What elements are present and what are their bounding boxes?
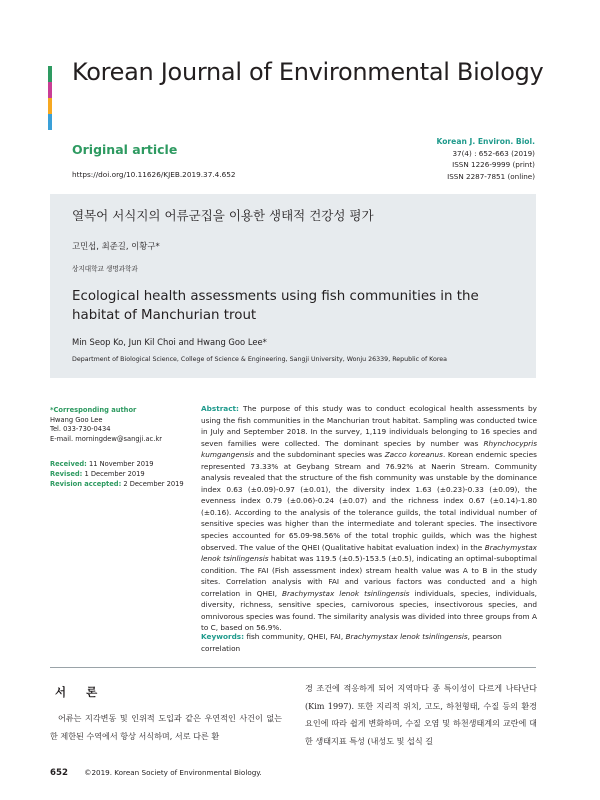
journal-color-bar <box>48 66 52 130</box>
keywords-text-1: fish community, QHEI, FAI, <box>246 632 344 641</box>
abstract-text-5: individuals, species, individuals, diversity, richness, sensitive species, carnivorous species, insectivorous species, and omnivorous species was found. The similarity analysis was divided into three groups from A to C, based on 56.9%. <box>201 588 537 633</box>
page-number: 652 <box>50 768 68 778</box>
citation-block <box>436 136 535 182</box>
body-column-left: 어류는 지각변동 및 인위적 도입과 같은 우연적인 사건이 없는 한 제한된 수역에서 항상 서식하며, 서로 다른 환 <box>50 713 282 741</box>
korean-title: 열목어 서식지의 어류군집을 이용한 생태적 건강성 평가 <box>72 208 374 223</box>
revised-line <box>50 470 190 480</box>
article-type: Original article <box>72 142 178 157</box>
received-line <box>50 460 190 470</box>
keywords-text-2: , pearson correlation <box>201 632 502 653</box>
keywords-species: Brachymystax lenok tsinlingensis <box>345 632 468 641</box>
citation-volume: 37(4) : 652-663 (2019) <box>452 148 535 158</box>
abstract <box>201 403 537 634</box>
keywords <box>201 631 537 654</box>
subdominant-species: Zacco koreanus <box>384 450 443 460</box>
english-authors: Min Seop Ko, Jun Kil Choi and Hwang Goo Lee* <box>72 337 267 347</box>
accepted-date: 2 December 2019 <box>123 479 184 488</box>
received-date: 11 November 2019 <box>88 460 154 469</box>
section-divider <box>50 667 536 668</box>
section-heading: 서 론 <box>55 685 106 699</box>
dominant-species: Rhynchocypris kumgangensis <box>201 438 537 460</box>
received-label: Received: <box>50 460 87 469</box>
abstract-text-2: and the subdominant species was <box>256 450 383 460</box>
abstract-text-3: . Korean endemic species represented 73.33% at Geybang Stream and 76.92% at Naerin Stream. Community analysis revealed that the structure of the fish community was unstable by the dominance index 0.63 (±0.09)-0.97 (±0.01), the diversity index 1.63 (±0.23)-0.33 (±0.09), the evenness index 0.79 (±0.06)-0.24 (±0.07) and the richness index 0.67 (±0.14)-1.80 (±0.16). According to the analysis of the tolerance guilds, the total individual number of sensitive species was higher than the intermediate and tolerant species. The insectivore species accounted for 65.09-98.56% of the total trophic guilds, which was the highest observed. The value of the QHEI (Qualitative habitat evaluation index) in the <box>201 450 537 552</box>
copyright: ©2019. Korean Society of Environmental Biology. <box>84 768 262 777</box>
doi-link[interactable]: https://doi.org/10.11626/KJEB.2019.37.4.652 <box>72 170 236 179</box>
corresponding-email[interactable]: E-mail. morningdew@sangji.ac.kr <box>50 434 162 443</box>
corresponding-name: Hwang Goo Lee <box>50 415 103 424</box>
species-name-a: Brachymystax lenok tsinlingensis <box>201 542 537 564</box>
abstract-text-4: habitat was 119.5 (±0.5)-153.5 (±0.5), indicating an optimal-suboptimal condition. The FAI (Fish assessment index) stream health value was A to B in the study sites. Correlation analysis with FAI and various factors was conducted and a high correlation in QHEI, <box>201 554 537 598</box>
journal-title: Korean Journal of Environmental Biology <box>72 58 544 86</box>
color-bar-magenta <box>48 82 52 98</box>
corresponding-label: *Corresponding author <box>50 406 137 414</box>
page-footer <box>50 768 262 778</box>
korean-authors: 고민섭, 최준길, 이황구* <box>72 241 160 251</box>
accepted-line <box>50 480 190 490</box>
accepted-label: Revision accepted: <box>50 479 122 488</box>
revised-label: Revised: <box>50 469 83 478</box>
issn-online: ISSN 2287-7851 (online) <box>447 171 535 181</box>
abstract-text-1: The purpose of this study was to conduct ecological health assessments by using the fish communities in the Manchurian trout habitat. Sampling was conducted twice in July and September 2018. In the survey, 1,119 individuals belonging to 16 species and seven families were collected. The dominant species by number was <box>201 404 537 448</box>
corresponding-tel: Tel. 033-730-0434 <box>50 425 111 434</box>
keywords-label: Keywords: <box>201 632 245 641</box>
abstract-label: Abstract: <box>201 404 239 413</box>
revised-date: 1 December 2019 <box>84 469 145 478</box>
author-info-sidebar <box>50 406 190 489</box>
color-bar-orange <box>48 98 52 114</box>
english-title: Ecological health assessments using fish communities in the habitat of Manchurian trout <box>72 289 479 323</box>
color-bar-blue <box>48 114 52 130</box>
citation-journal: Korean J. Environ. Biol. <box>436 137 535 146</box>
korean-affiliation: 상지대학교 생명과학과 <box>72 265 138 273</box>
species-name-b: Brachymystax lenok tsinlingensis <box>282 588 410 598</box>
title-panel <box>50 194 536 378</box>
issn-print: ISSN 1226-9999 (print) <box>452 160 535 169</box>
body-column-right: 경 조건에 적응하게 되어 지역마다 종 특이성이 다르게 나타난다 (Kim 1997). 또한 지리적 위치, 고도, 하천형태, 수질 등의 환경요인에 따라 쉽게 변화하며, 수질 오염 및 하천생태계의 교란에 대한 생태지표 특성 (내성도 및 섭식 길 <box>305 683 537 746</box>
color-bar-green <box>48 66 52 82</box>
english-affiliation: Department of Biological Science, College of Science & Engineering, Sangji University, Wonju 26339, Republic of Korea <box>72 356 448 363</box>
